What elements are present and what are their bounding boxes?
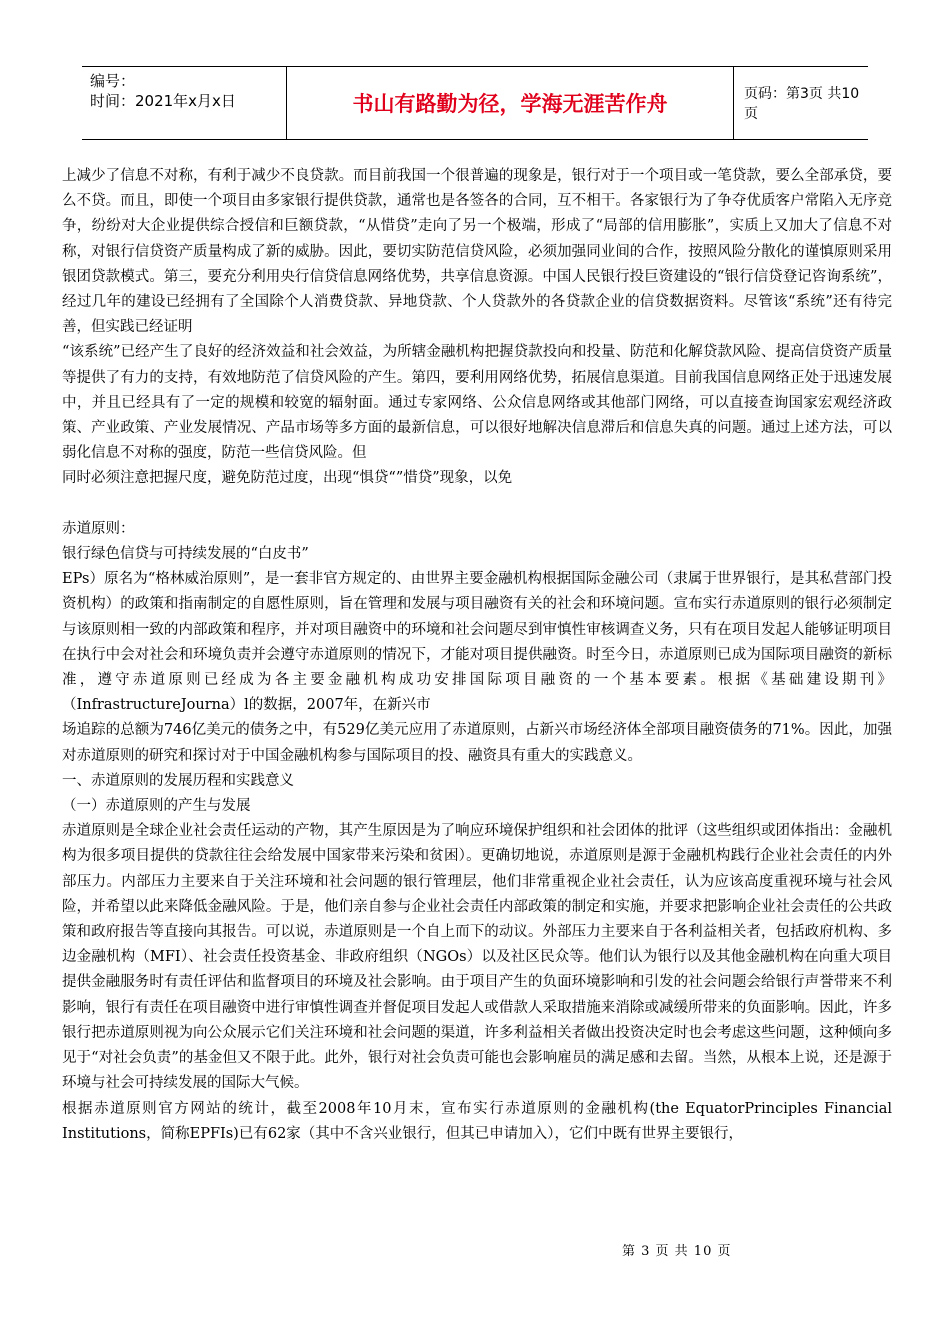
header-page-number: 页码：第3页 共10页 [744,86,860,122]
document-body [62,164,892,1147]
paragraph-3: 同时必须注意把握尺度，避免防范过度，出现“惧贷“”惜贷”现象，以免 [62,470,513,487]
header-meta [82,67,287,139]
page-footer: 第 3 页 共 10 页 [622,1244,732,1259]
page-header [82,66,868,140]
header-motto: 书山有路勤为径，学海无涯苦作舟 [287,67,734,139]
paragraph-2: “该系统”已经产生了良好的经济效益和社会效益，为所辖金融机构把握贷款投向和投量、防范和化解贷款风险、提高信贷资产质量等提供了有力的支持，有效地防范了信贷风险的产生。第四，要利用网络优势，拓展信息渠道。目前我国信息网络正处于迅速发展中，并且已经具有了一定的规模和较宽的辐射面。通过专家网络、公众信息网络或其他部门网络，可以直接查询国家宏观经济政策、产业政策、产业发展情况、产品市场等多方面的最新信息，可以很好地解决信息滞后和信息失真的问题。通过上述方法，可以弱化信息不对称的强度，防范一些信贷风险。但 [62,344,892,462]
blank-line [62,492,892,517]
paragraph-eps-stats: 场追踪的总额为746亿美元的债务之中，有529亿美元应用了赤道原则，占新兴市场经济体全部项目融资债务的71%。因此，加强对赤道原则的研究和探讨对于中国金融机构参与国际项目的投、融资具有重大的实践意义。 [62,722,892,764]
subtitle: 银行绿色信贷与可持续发展的“白皮书” [62,546,309,563]
document-time: 时间：2021年x月x日 [90,92,236,110]
heading-section-1: 一、赤道原则的发展历程和实践意义 [62,772,294,789]
document-number: 编号： [90,72,136,90]
paragraph-origin: 赤道原则是全球企业社会责任运动的产物，其产生原因是为了响应环境保护组织和社会团体的批评（这些组织或团体指出：金融机构为很多项目提供的贷款往往会给发展中国家带来污染和贫困）。更确切地说，赤道原则是源于金融机构践行企业社会责任的内外部压力。内部压力主要来自于关注环境和社会问题的银行管理层，他们非常重视企业社会责任，认为应该高度重视环境与社会风险，并希望以此来降低金融风险。于是，他们亲自参与企业社会责任内部政策的制定和实施，并要求把影响企业社会责任的公共政策和政府报告等直接向其报告。可以说，赤道原则是一个自上而下的动议。外部压力主要来自于各利益相关者，包括政府机构、多边金融机构（MFI）、社会责任投资基金、非政府组织（NGOs）以及社区民众等。他们认为银行以及其他金融机构在向重大项目提供金融服务时有责任评估和监督项目的环境及社会影响。由于项目产生的负面环境影响和引发的社会问题会给银行声誉带来不利影响，银行有责任在项目融资中进行审慎性调查并督促项目发起人或借款人采取措施来消除或减缓所带来的负面影响。因此，许多银行把赤道原则视为向公众展示它们关注环境和社会问题的渠道，许多利益相关者做出投资决定时也会考虑这些问题，这种倾向多见于“对社会负责”的基金但又不限于此。此外，银行对社会负责可能也会影响雇员的满足感和去留。当然，从根本上说，还是源于环境与社会可持续发展的国际大气候。 [62,823,892,1092]
heading-subsection-1: （一）赤道原则的产生与发展 [62,798,251,815]
paragraph-statistics: 根据赤道原则官方网站的统计，截至2008年10月末，宣布实行赤道原则的金融机构(the EquatorPrinciples Financial Institutions，简称EPFIs)已有62家（其中不含兴业银行，但其已申请加入），它们中既有世界主要银行， [62,1100,892,1142]
paragraph-eps-intro: EPs）原名为“格林威治原则”，是一套非官方规定的、由世界主要金融机构根据国际金融公司（隶属于世界银行，是其私营部门投资机构）的政策和指南制定的自愿性原则，旨在管理和发展与项目融资有关的社会和环境问题。宣布实行赤道原则的银行必须制定与该原则相一致的内部政策和程序，并对项目融资中的环境和社会问题尽到审慎性审核调查义务，只有在项目发起人能够证明项目在执行中会对社会和环境负责并会遵守赤道原则的情况下，才能对项目提供融资。时至今日，赤道原则已成为国际项目融资的新标准，遵守赤道原则已经成为各主要金融机构成功安排国际项目融资的一个基本要素。根据《基础建设期刊》（InfrastructureJourna）l的数据，2007年，在新兴市 [62,571,892,714]
section-label: 赤道原则： [62,520,135,537]
paragraph-1: 上减少了信息不对称，有利于减少不良贷款。而目前我国一个很普遍的现象是，银行对于一个项目或一笔贷款，要么全部承贷，要么不贷。而且，即使一个项目由多家银行提供贷款，通常也是各签各的合同，互不相干。各家银行为了争夺优质客户常陷入无序竞争，纷纷对大企业提供综合授信和巨额贷款，“从惜贷”走向了另一个极端，形成了“局部的信用膨胀”，实质上又加大了信息不对称，对银行信贷资产质量构成了新的威胁。因此，要切实防范信贷风险，必须加强同业间的合作，按照风险分散化的谨慎原则采用银团贷款模式。第三，要充分利用央行信贷信息网络优势，共享信息资源。中国人民银行投巨资建设的“银行信贷登记咨询系统”，经过几年的建设已经拥有了全国除个人消费贷款、异地贷款、个人贷款外的各贷款企业的信贷数据资料。尽管该“系统”还有待完善，但实践已经证明 [62,168,892,336]
